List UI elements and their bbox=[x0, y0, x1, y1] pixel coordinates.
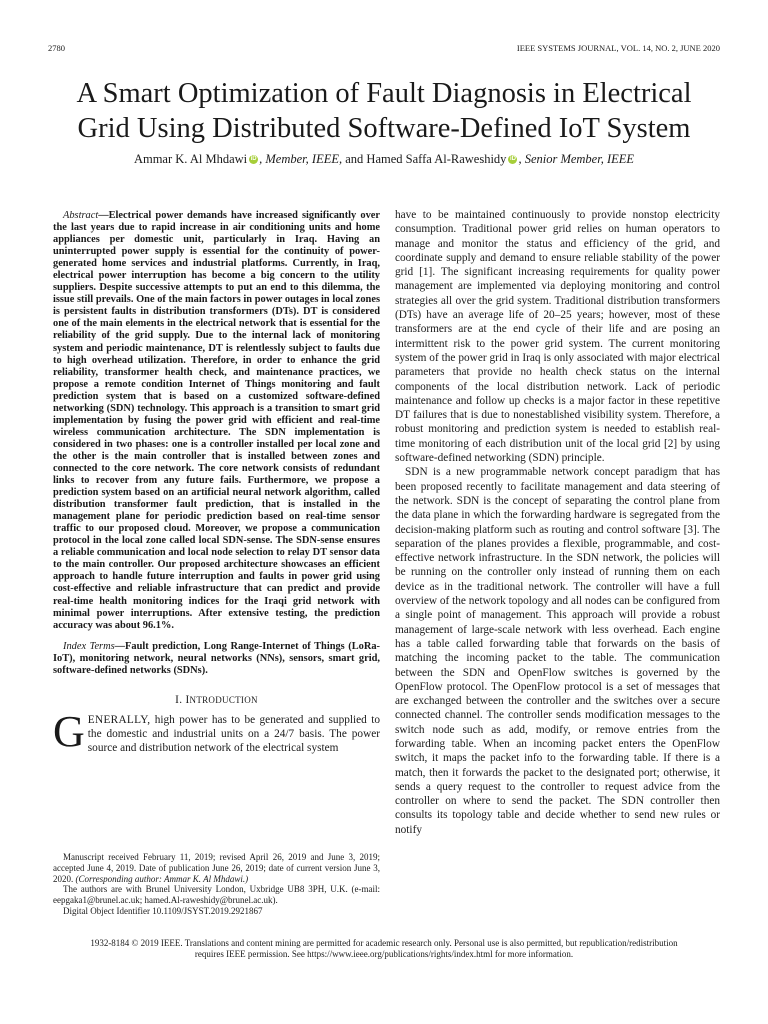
abstract bbox=[53, 210, 380, 632]
right-column bbox=[395, 208, 720, 837]
intro-paragraph bbox=[53, 706, 380, 756]
orcid-icon[interactable]: iD bbox=[250, 156, 257, 162]
index-terms-text: —Fault prediction, Long Range-Internet of Things (LoRa-IoT), monitoring network, neural networks (NNs), sensors, smart grid, software-defined networks (SDNs). bbox=[53, 640, 381, 676]
author-connector: and bbox=[342, 152, 367, 166]
footnote-dates-text: Manuscript received February 11, 2019; revised April 26, 2019 and June 3, 2019; accepted June 4, 2019. Date of publication June 26, 2019; date of current version June 3, 2020. bbox=[53, 852, 380, 884]
body-paragraph: have to be maintained continuously to provide nonstop electricity consumption. Traditional power grid relies on human operators to manage and monitor the status and efficiency of the grid, and coordinate supply and demand to ensure reliable stability of the power grid [1]. The significant increasing requirements for quality power management are implemented via deploying monitoring and control strategies all over the grid system. Traditional distribution transformers (DTs) have an average life of 20–25 years; however, most of these transformers are at the end cycle of their life and are posing an intermittent risk to the power grid system. The current monitoring system of the power grid in Iraq is only associated with major electrical parameters that provide no health check status on the internal components of the local distribution network. Lack of periodic maintenance and follow up checks is a major factor in these repetitive DT failures that is due to nonestablished visibility system. Therefore, a robust monitoring and prediction system is needed to establish real-time monitoring of each distribution unit of the local grid [2] by using software-defined networking (SDN) principle. bbox=[395, 209, 720, 465]
drop-cap: G bbox=[53, 706, 85, 756]
body-paragraph: SDN is a new programmable network concept paradigm that has been proposed recently to facilitate management and data steering of the network. SDN is the concept of separating the control plane from the data plane in which the forwarding hardware is segregated from the decision-making platform such as routing and control software [3]. The separation of the planes provides a flexible, programmable, and cost-effective network infrastructure. In the SDN network, the policies will be running on the controller only instead of running them on each device as in the traditional network. The controller will have a full overview of the network topology and all nodes can be configured from a single point of management. This approach will provide a robust management of large-scale network with less overhead. Each engine has a table called forwarding table that forwards on the basis of matching the incoming packet to the table. The communication between the SDN and OpenFlow switches is governed by the OpenFlow protocol. The OpenFlow protocol is a set of messages that are exchanged between the controller and the switches over a secure connected channel. The controller sends modification messages to the switch node such as add, modify, or remove entries from the forwarding table. When an incoming packet enters the OpenFlow switch, it maps the packet info to the forwarding table. If there is a match, then it forwards the packet to the designated port; otherwise, it sends a query request to the controller to request advice from the controller on where to send the packet. The SDN controller then consults its topology table and decide whether to send new rules or notify bbox=[395, 466, 720, 836]
title-line-1: A Smart Optimization of Fault Diagnosis in Electrical bbox=[76, 78, 692, 109]
footnote-doi: Digital Object Identifier 10.1109/JSYST.2019.2921867 bbox=[63, 905, 263, 916]
running-header bbox=[48, 43, 720, 55]
section-title-first: I bbox=[185, 693, 190, 706]
author-2-name: Hamed Saffa Al-Raweshidy bbox=[366, 152, 507, 166]
page-number: 2780 bbox=[48, 43, 65, 53]
corresponding-author: (Corresponding author: Ammar K. Al Mhdawi.) bbox=[75, 873, 249, 884]
copyright-line-2: requires IEEE permission. See https://www.ieee.org/publications/rights/index.html for more information. bbox=[194, 949, 574, 959]
title-line-2: Grid Using Distributed Software-Defined IoT System bbox=[77, 113, 691, 144]
author-1-role: , Member, IEEE, bbox=[259, 152, 343, 166]
copyright-notice bbox=[20, 938, 748, 960]
orcid-icon[interactable]: iD bbox=[509, 156, 516, 162]
intro-first-word: ENERALLY, bbox=[87, 713, 151, 726]
section-title-rest: NTRODUCTION bbox=[189, 694, 258, 705]
index-terms bbox=[53, 641, 380, 677]
abstract-text: —Electrical power demands have increased significantly over the last years due to rapid increase in air conditioning units and home appliances per domestic unit, particularly in Iraq. Having an uninterrupted power supply is essential for the continuity of power-generated home services and industrial platforms. Currently, in Iraq, electrical power interruption has become a big concern to the utility suppliers. Despite successive attempts to put an end to this dilemma, the issue still prevails. One of the main factors in power outages in local zones is persistent faults in distribution transformers (DTs). DT is considered one of the main elements in the electrical network that is essential for the reliability of the grid supply. Due to the internal lack of monitoring system and periodic maintenance, DT is relentlessly subject to faults due to high overhead utilization. Therefore, in order to enhance the grid reliability, transformer health check, and maintenance practices, we propose a remote condition Internet of Things monitoring and fault prediction system that is based on a customized software-defined networking (SDN) technology. This approach is a transition to smart grid implementation by fusing the power grid with efficient and real-time wireless communication architecture. The SDN implementation is considered in two phases: one is a controller installed per local zone and the other is the main controller that is installed between zones and connected to the core network. The core network consists of redundant links to recover from any future fails. Furthermore, we propose a prediction system based on an artificial neural network algorithm, called distribution transformer fault prediction, that is installed in the management plane for periodic prediction based on real-time sensor traffic to our proposed cloud. Moreover, we propose a communication protocol in the local zone called local SDN-sense. The SDN-sense ensures a reliable communication and local node selection to relay DT sensor data to the main controller. Our proposed architecture showcases an efficient approach to handle future interruption and faults in power grid using cost-effective and reliable infrastructure that can predict and provide real-time health monitoring indices for the Iraqi grid network with minimal power interruptions. After extensive testing, the prediction accuracy was about 96.1%. bbox=[53, 210, 380, 631]
section-heading bbox=[53, 694, 380, 706]
footnote-affiliation: The authors are with Brunel University London, Uxbridge UB8 3PH, U.K. (e-mail: eepgaka1@brunel.ac.uk; hamed.Al-raweshidy@brunel.ac.uk). bbox=[53, 884, 380, 906]
first-page-footnote bbox=[53, 852, 380, 917]
footnote-dates bbox=[53, 852, 380, 884]
journal-name: IEEE SYSTEMS JOURNAL, VOL. 14, NO. 2, JUNE 2020 bbox=[516, 43, 720, 53]
intro-text: high power has to be generated and supplied to the domestic and industrial units on a 24/7 basis. The power source and distribution network of the electrical system bbox=[87, 713, 380, 755]
paper-title bbox=[30, 76, 738, 146]
author-1-name: Ammar K. Al Mhdawi bbox=[133, 152, 248, 166]
left-column bbox=[53, 210, 380, 756]
index-terms-label: Index Terms bbox=[63, 640, 115, 652]
author-2-role: , Senior Member, IEEE bbox=[518, 152, 635, 166]
section-numeral: I. bbox=[175, 693, 186, 706]
copyright-line-1: 1932-8184 © 2019 IEEE. Translations and content mining are permitted for academic research only. Personal use is also permitted, but republication/redistribution bbox=[90, 938, 678, 948]
abstract-label: Abstract bbox=[63, 210, 99, 221]
author-line bbox=[30, 152, 738, 167]
